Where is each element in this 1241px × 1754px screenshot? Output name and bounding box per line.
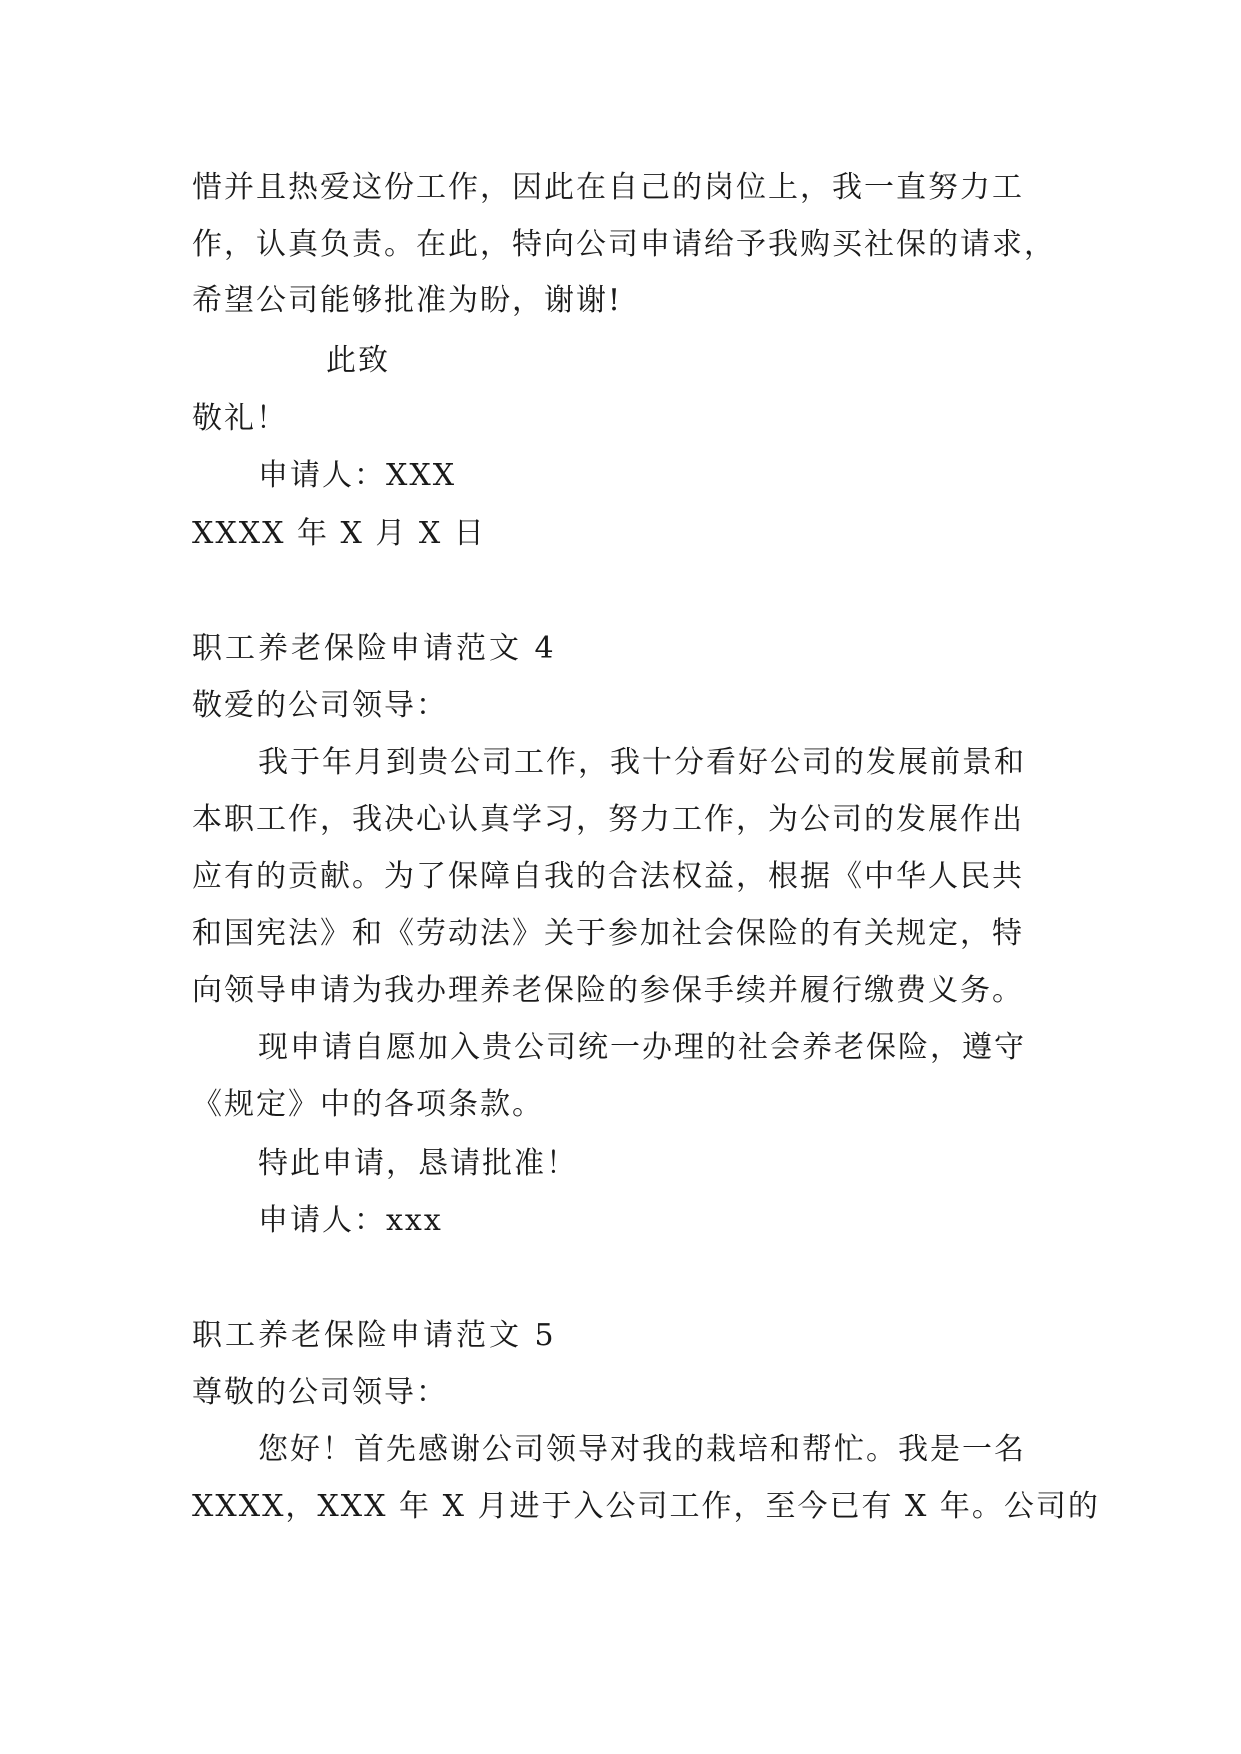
section-heading-5: 职工养老保险申请范文 5 (192, 1318, 557, 1353)
section-heading-4: 职工养老保险申请范文 4 (192, 631, 557, 666)
paragraph-line: 您好！首先感谢公司领导对我的栽培和帮忙。我是一名 (258, 1432, 1026, 1467)
closing-regards: 敬礼！ (192, 401, 288, 436)
date-line: XXXX 年 X 月 X 日 (192, 516, 486, 551)
paragraph-line: 希望公司能够批准为盼，谢谢! (192, 283, 623, 318)
paragraph-line: 现申请自愿加入贵公司统一办理的社会养老保险，遵守 (258, 1030, 1026, 1065)
paragraph-line: 作，认真负责。在此，特向公司申请给予我购买社保的请求， (192, 227, 1056, 262)
closing-salutation: 此致 (326, 343, 390, 378)
paragraph-line: 和国宪法》和《劳动法》关于参加社会保险的有关规定，特 (192, 916, 1024, 951)
paragraph-line: 应有的贡献。为了保障自我的合法权益，根据《中华人民共 (192, 859, 1024, 894)
paragraph-line: 本职工作，我决心认真学习，努力工作，为公司的发展作出 (192, 802, 1024, 837)
paragraph-line: 向领导申请为我办理养老保险的参保手续并履行缴费义务。 (192, 973, 1024, 1008)
paragraph-line: 惜并且热爱这份工作，因此在自己的岗位上，我一直努力工 (192, 170, 1024, 205)
applicant-signature: 申请人：XXX (258, 458, 457, 493)
applicant-signature: 申请人：xxx (258, 1203, 443, 1238)
greeting: 尊敬的公司领导： (192, 1375, 448, 1410)
paragraph-line: XXXX，XXX 年 X 月进于入公司工作，至今已有 X 年。公司的 (192, 1489, 1100, 1524)
closing-request: 特此申请，恳请批准！ (258, 1146, 578, 1181)
paragraph-line: 《规定》中的各项条款。 (192, 1087, 544, 1122)
greeting: 敬爱的公司领导： (192, 688, 448, 723)
paragraph-line: 我于年月到贵公司工作，我十分看好公司的发展前景和 (258, 745, 1026, 780)
